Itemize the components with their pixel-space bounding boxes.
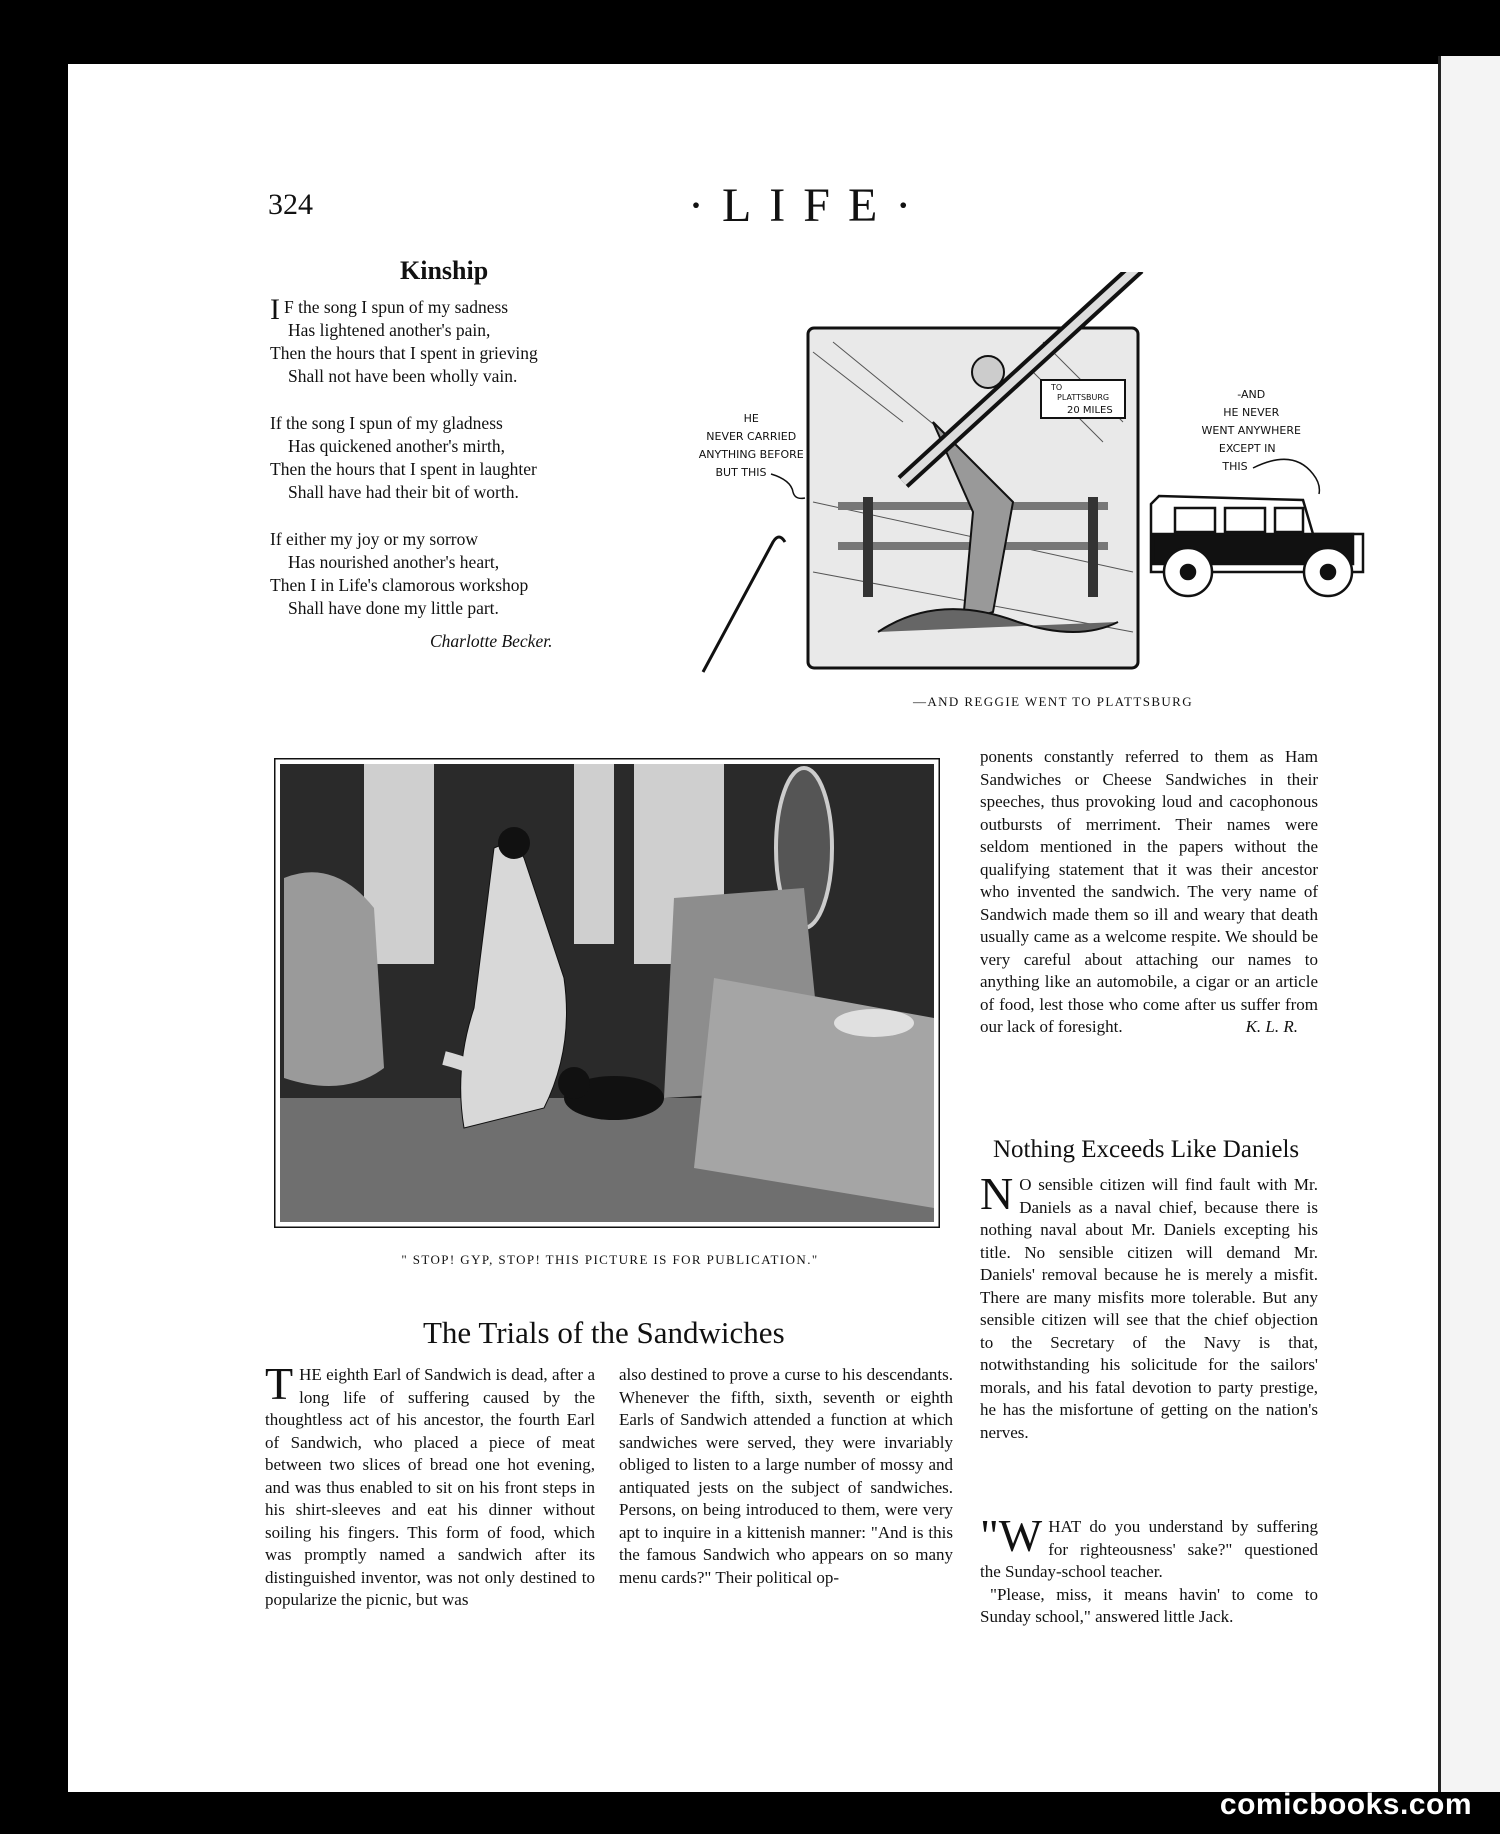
- joke-reply: "Please, miss, it means havin' to come to Sunday school," answered little Jack.: [980, 1584, 1318, 1626]
- photo-caption: " STOP! GYP, STOP! THIS PICTURE IS FOR PUBLICATION.": [401, 1252, 819, 1267]
- poem-line: F the song I spun of my sadness: [284, 297, 509, 317]
- cartoon-caption: —AND REGGIE WENT TO PLATTSBURG: [912, 694, 1194, 709]
- poem: [270, 293, 690, 653]
- poem-line: Has quickened another's mirth,: [288, 436, 505, 456]
- masthead: ·LIFE·: [688, 179, 930, 232]
- joke-dropcap: "W: [980, 1510, 1043, 1561]
- page-number: 324: [268, 188, 313, 221]
- poem-line: Shall have had their bit of worth.: [288, 482, 519, 502]
- watermark: comicbooks.com: [1219, 1788, 1472, 1821]
- daniels-dropcap: N: [980, 1168, 1014, 1219]
- poem-line: Then the hours that I spent in laughter: [270, 459, 537, 479]
- poem-stanza: [270, 528, 690, 620]
- poem-stanza: [270, 293, 690, 388]
- article-column-1: [265, 1358, 595, 1612]
- cartoon-label-left: HE NEVER CARRIED ANYTHING BEFORE BUT THIS: [698, 412, 804, 479]
- article-text: ponents constantly referred to them as Ham Sandwiches or Cheese Sandwiches in their speeches, thus provoking loud and cacophonous outbursts of merriment. Their names were seldom mentioned in the papers without the qualifying statement that it was their ancestor who invented the sandwich. The very name of Sandwich made them so ill and weary that death usually came as a welcome respite. We should be very careful about attaching our names to anything like an automobile, a cigar or an article of food, lest those who come after us suffer from our lack of foresight.: [980, 747, 1318, 1036]
- cartoon-illustration: [663, 272, 1463, 692]
- poem-line: If either my joy or my sorrow: [270, 529, 479, 549]
- poem-line: Shall have done my little part.: [288, 598, 499, 618]
- article-column-2: also destined to prove a curse to his descendants. Whenever the fifth, sixth, seventh or eighth Earls of Sandwich attended a function at which sandwiches were served, they were invariably obliged to listen to a large number of mossy and antiquated jests on the subject of sandwiches. Persons, on being introduced to them, were very apt to inquire in a kittenish manner: "And is this the famous Sandwich who appears on so many menu cards?" Their political op-: [619, 1365, 953, 1587]
- article-title: The Trials of the Sandwiches: [423, 1315, 785, 1350]
- cartoon-label-right: -AND HE NEVER WENT ANYWHERE EXCEPT IN THIS: [1201, 388, 1301, 473]
- joke-body: HAT do you understand by suffering for righteousness' sake?" questioned the Sunday-school teacher.: [980, 1517, 1318, 1581]
- daniels-body: O sensible citizen will find fault with Mr. Daniels as a naval chief, because there is nothing naval about Mr. Daniels excepting his title. No sensible citizen will demand Mr. Daniels' removal because he is merely a misfit. There are many misfits more tolerable. But any sensible citizen will see that the chief objection to the Secretary of the Navy is that, notwithstanding his solicitude for the sailors' morals, and his fatal devotion to party prestige, he has the misfortune of getting on the nation's nerves.: [980, 1175, 1318, 1442]
- photo-illustration: [274, 758, 940, 1228]
- magazine-page: [68, 64, 1438, 1792]
- poem-stanza: [270, 412, 690, 504]
- poem-author: Charlotte Becker.: [430, 631, 553, 651]
- poem-line: Has lightened another's pain,: [288, 320, 491, 340]
- article-text: HE eighth Earl of Sandwich is dead, after a long life of suffering caused by the thoughtless act of his ancestor, the fourth Earl of Sandwich, who placed a piece of meat between two slices of bread one hot evening, and was thus enabled to sit on his front steps in his shirt-sleeves and eat his dinner without soiling his fingers. This form of food, which was promptly named a sandwich after its distinguished inventor, was not only destined to popularize the picnic, but was: [265, 1365, 595, 1609]
- article-dropcap: T: [265, 1358, 294, 1409]
- joke-text: [980, 1510, 1318, 1629]
- poem-line: Then I in Life's clamorous workshop: [270, 575, 529, 595]
- signpost-text: TO PLATTSBURG 20 MILES: [1051, 383, 1113, 416]
- poem-line: If the song I spun of my gladness: [270, 413, 503, 433]
- poem-line: Has nourished another's heart,: [288, 552, 500, 572]
- daniels-title: Nothing Exceeds Like Daniels: [993, 1136, 1300, 1163]
- poem-line: Shall not have been wholly vain.: [288, 366, 518, 386]
- next-page-edge: [1438, 56, 1500, 1792]
- poem-title: Kinship: [400, 256, 489, 285]
- article-column-3: [980, 746, 1318, 1039]
- daniels-text: [980, 1168, 1318, 1444]
- article-signature: K. L. R.: [1245, 1017, 1298, 1036]
- poem-dropcap: I: [270, 293, 280, 326]
- poem-line: Then the hours that I spent in grieving: [270, 343, 538, 363]
- automobile: [1151, 496, 1363, 596]
